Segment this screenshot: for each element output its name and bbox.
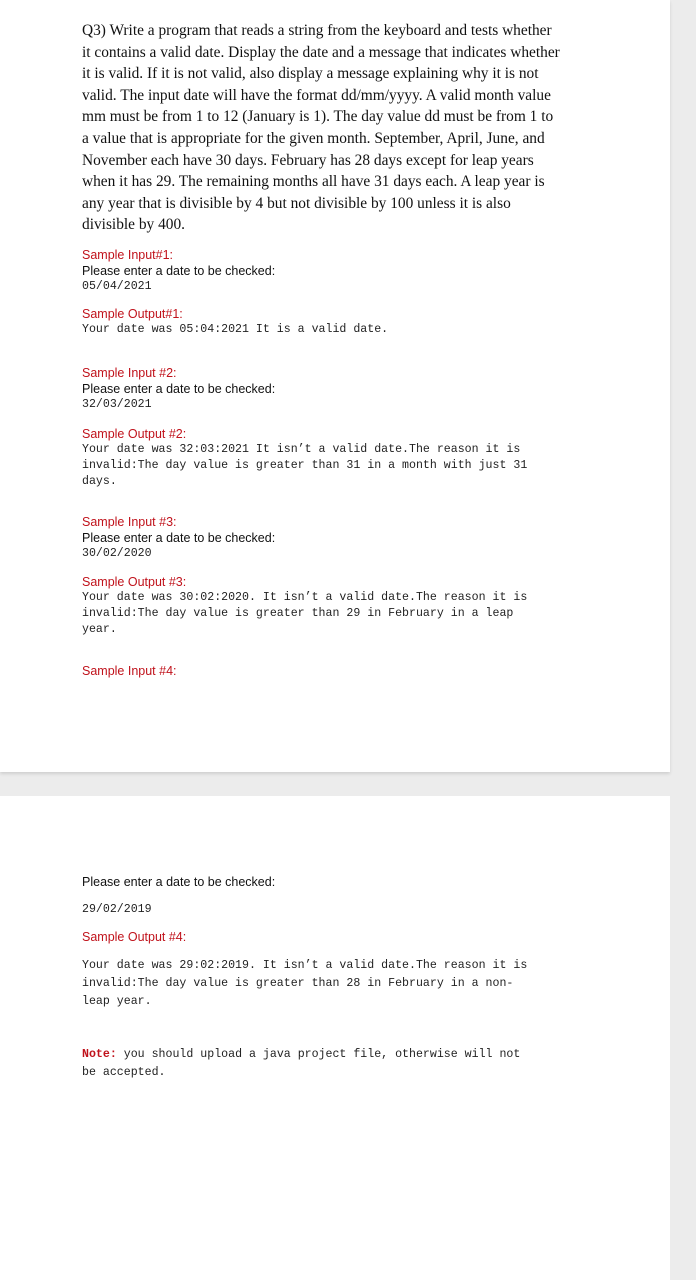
sample-input-label: Sample Input#1: — [82, 248, 174, 262]
question-line: it contains a valid date. Display the date and a message that indicates whether — [82, 43, 560, 61]
output-line: Your date was 29:02:2019. It isn’t a valid date.The reason it is — [82, 959, 528, 972]
note-text: you should upload a java project file, otherwise will not — [116, 1048, 521, 1061]
output-line: invalid:The day value is greater than 28 in February in a non- — [82, 977, 514, 990]
question-line: any year that is divisible by 4 but not divisible by 100 unless it is also — [82, 194, 511, 212]
output-line: invalid:The day value is greater than 31 in a month with just 31 — [82, 459, 528, 472]
prompt-text: Please enter a date to be checked: — [82, 531, 276, 545]
sample-4-prompt — [82, 874, 275, 890]
note-line: be accepted. — [82, 1066, 166, 1079]
sample-output-label: Sample Output #3: — [82, 575, 187, 589]
output-line: Your date was 30:02:2020. It isn’t a valid date.The reason it is — [82, 591, 528, 604]
output-line: Your date was 32:03:2021 It isn’t a valid date.The reason it is — [82, 443, 521, 456]
question-line: Q3) Write a program that reads a string from the keyboard and tests whether — [82, 22, 552, 39]
sample-input-label: Sample Input #3: — [82, 515, 177, 529]
question-line: when it has 29. The remaining months all have 31 days each. A leap year is — [82, 173, 545, 191]
output-line: year. — [82, 623, 117, 636]
input-value: 05/04/2021 — [82, 280, 152, 293]
sample-output-label: Sample Output #2: — [82, 427, 187, 441]
question-line: it is valid. If it is not valid, also display a message explaining why it is not — [82, 65, 539, 83]
document-page-2 — [0, 796, 670, 1280]
input-value: 30/02/2020 — [82, 547, 152, 560]
output-line: invalid:The day value is greater than 29 in February in a leap — [82, 607, 514, 620]
sample-input-label: Sample Input #4: — [82, 664, 177, 678]
sample-4-output-label — [82, 929, 186, 945]
output-line: days. — [82, 475, 117, 488]
note — [82, 1046, 520, 1082]
question-line: mm must be from 1 to 12 (January is 1). The day value dd must be from 1 to — [82, 108, 554, 126]
question-line: a value that is appropriate for the given month. September, April, June, and — [82, 129, 545, 147]
sample-1-input — [82, 247, 275, 295]
note-key: Note: — [82, 1048, 117, 1061]
sample-1-output — [82, 306, 388, 338]
question-line: November each have 30 days. February has 28 days except for leap years — [82, 151, 534, 169]
question-line: divisible by 400. — [82, 216, 186, 234]
sample-output-label: Sample Output #4: — [82, 930, 187, 944]
sample-4-input — [82, 663, 177, 679]
sample-2-output — [82, 426, 527, 490]
output-line: Your date was 05:04:2021 It is a valid date. — [82, 323, 389, 336]
prompt-text: Please enter a date to be checked: — [82, 875, 276, 889]
input-value: 29/02/2019 — [82, 903, 152, 916]
sample-3-output — [82, 574, 527, 638]
input-value: 32/03/2021 — [82, 398, 152, 411]
question-text — [82, 20, 602, 236]
sample-2-input — [82, 365, 275, 413]
sample-output-label: Sample Output#1: — [82, 307, 183, 321]
sample-input-label: Sample Input #2: — [82, 366, 177, 380]
sample-4-output — [82, 957, 527, 1011]
sample-3-input — [82, 514, 275, 562]
output-line: leap year. — [82, 995, 152, 1008]
prompt-text: Please enter a date to be checked: — [82, 264, 276, 278]
sample-4-input-value — [82, 902, 152, 918]
note-line — [82, 1046, 520, 1064]
prompt-text: Please enter a date to be checked: — [82, 382, 276, 396]
question-line: valid. The input date will have the format dd/mm/yyyy. A valid month value — [82, 86, 551, 104]
